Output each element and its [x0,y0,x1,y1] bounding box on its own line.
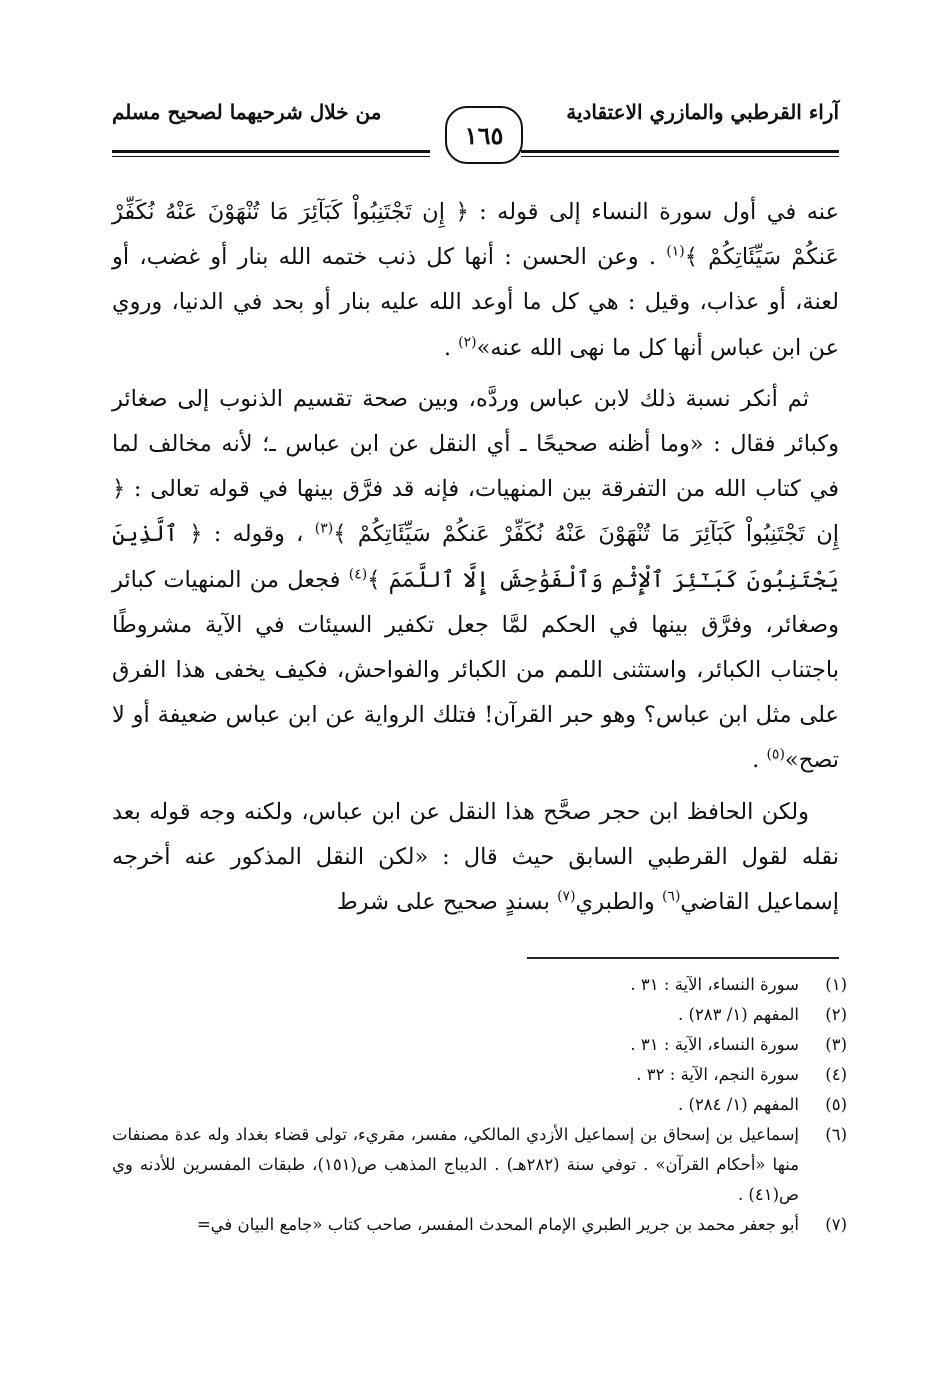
text-run: والطبري [575,889,662,916]
text-run: . [752,747,767,774]
header-rule-right-thin [521,156,839,157]
paragraph [112,377,839,784]
footnote-ref: (٥) [766,746,785,763]
footnote [112,1210,847,1240]
footnote-text: سورة النساء، الآية : ٣١ . [630,975,799,994]
text-run: . [443,334,459,361]
footnote [112,1060,847,1090]
footnote-number: (٣) [825,1035,847,1054]
footnote-ref: (٢) [458,334,477,351]
footnote [112,1030,847,1060]
running-header [112,92,839,167]
footnote-text: سورة النساء، الآية : ٣١ . [630,1035,799,1054]
text-run: عنه في أول سورة النساء إلى قوله : [468,199,839,225]
header-subtitle: من خلال شرحيهما لصحيح مسلم [112,100,382,124]
footnotes [112,970,847,1240]
paragraph [112,190,839,371]
footnote-text: أبو جعفر محمد بن جرير الطبري الإمام المحدث المفسر، صاحب كتاب «جامع البيان في= [196,1215,799,1234]
footnote-number: (٧) [825,1215,847,1234]
text-run: ولكن الحافظ ابن حجر صحَّح هذا النقل عن ابن عباس، ولكنه وجه قوله بعد نقله لقول القرطبي السابق حيث قال : «لكن النقل المذكور عنه أخرجه إسماعيل القاضي [112,798,839,916]
header-book-title: آراء القرطبي والمازري الاعتقادية [566,100,839,124]
footnote-ref: (١) [666,243,685,260]
footnote [112,1120,847,1210]
footnote-number: (١) [825,975,847,994]
header-rule-left [112,150,430,153]
footnote [112,970,847,1000]
footnote-ref: (٣) [314,520,334,537]
quran-quote: ﴿ ٱلَّذِينَ يَجْتَنِبُونَ كَبَـٰٓئِرَ ٱلْإِثْمِ وَٱلْفَوَٰحِشَ إِلَّا ٱللَّمَمَ ﴾ [112,521,839,593]
footnote-text: إسماعيل بن إسحاق بن إسماعيل الأزدي المالكي، مفسر، مقريء، تولى قضاء بغداد وله عدة مصنفات منها «أحكام القرآن» . توفي سنة (٢٨٢هـ) . الديباج المذهب ص(١٥١)، طبقات المفسرين للأدنه وي ص(٤١) . [112,1125,799,1204]
text-run: ثم أنكر نسبة ذلك لابن عباس وردَّه، وبين صحة تقسيم الذنوب إلى صغائر وكبائر فقال : «وما أظنه صحيحًا ـ أي النقل عن ابن عباس ـ؛ لأنه مخالف لما في كتاب الله من التفرقة بين المنهيات، فإنه قد فرَّق بينها في قوله تعالى : [112,385,839,503]
header-rule-right [521,150,839,153]
text-run: فجعل من المنهيات كبائر وصغائر، وفرَّق بينها في الحكم لمَّا جعل تكفير السيئات في الآية مشروطًا باجتناب الكبائر، واستثنى اللمم من الكبائر والفواحش، فكيف يخفى هذا الفرق على مثل ابن عباس؟ وهو حبر القرآن! فتلك الرواية عن ابن عباس ضعيفة أو لا تصح» [112,566,839,774]
footnote-text: المفهم (١/ ٢٨٤) . [678,1095,799,1114]
main-text [112,190,839,925]
footnote-ref: (٧) [557,888,576,905]
page-number: ١٦٥ [445,106,523,164]
footnote-ref: (٦) [661,888,681,905]
footnote-ref: (٤) [348,566,368,583]
footnote [112,1000,847,1030]
text-run: . وعن الحسن : أنها كل ذنب ختمه الله بنار أو غضب، أو لعنة، أو عذاب، وقيل : هي كل ما أوعد الله عليه بنار أو بحد في الدنيا، وروي عن ابن عباس أنها كل ما نهى الله عنه» [112,244,839,361]
header-rule-left-thin [112,156,430,157]
footnote-text: سورة النجم، الآية : ٣٢ . [636,1065,799,1084]
footnote-text: المفهم (١/ ٢٨٣) . [678,1005,799,1024]
footnote-separator [527,957,839,959]
quran-quote: ﴿ إِن تَجْتَنِبُواْ كَبَآئِرَ مَا تُنْهَوْنَ عَنْهُ نُكَفِّرْ عَنكُمْ سَيِّئَاتِكُمْ ﴾ [112,476,839,548]
footnote [112,1090,847,1120]
quran-quote: ﴿ إِن تَجْتَنِبُواْ كَبَآئِرَ مَا تُنْهَوْنَ عَنْهُ نُكَفِّرْ عَنكُمْ سَيِّئَاتِكُمْ ﴾ [112,199,839,271]
footnote-number: (٦) [825,1125,847,1144]
paragraph [112,790,839,926]
footnote-number: (٢) [825,1005,847,1024]
text-run: بسندٍ صحيح على شرط [336,889,558,916]
footnote-number: (٥) [825,1095,847,1114]
text-run: ، وقوله : [202,521,315,548]
footnote-number: (٤) [825,1065,847,1084]
